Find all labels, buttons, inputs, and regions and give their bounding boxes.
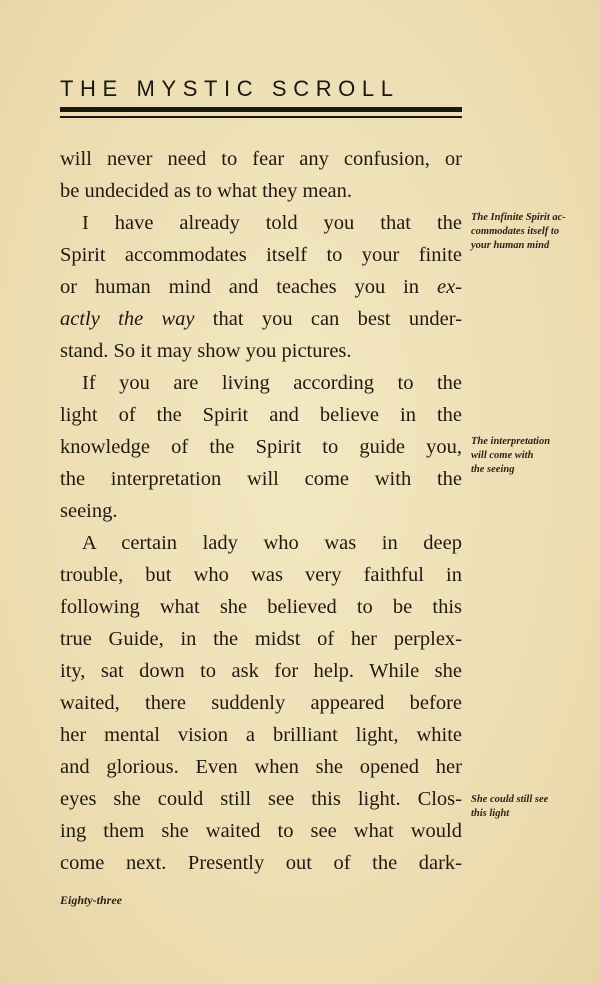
text-line: and glorious. Even when she opened her: [60, 756, 462, 778]
body-text: [60, 143, 462, 879]
text-line: the interpretation will come with the: [60, 468, 462, 490]
text-line: actly the way that you can best under-: [60, 308, 463, 330]
text-line: will never need to fear any confusion, or: [60, 148, 462, 170]
running-head: THE MYSTIC SCROLL: [60, 76, 400, 101]
text-line: I have already told you that the: [82, 212, 462, 234]
text-line: waited, there suddenly appeared before: [60, 692, 462, 714]
sidenote-infinite-spirit: [471, 211, 600, 253]
sidenote-interpretation: [471, 435, 600, 477]
text-line: or human mind and teaches you in ex-: [60, 276, 462, 298]
text-line: knowledge of the Spirit to guide you,: [60, 436, 462, 458]
text-line: following what she believed to be this: [60, 596, 462, 618]
text-line: Spirit accommodates itself to your finite: [60, 244, 462, 266]
text-line: seeing.: [60, 500, 118, 522]
text-line: ing them she waited to see what would: [60, 820, 462, 842]
text-line: eyes she could still see this light. Clos-: [60, 788, 462, 810]
sidenote-line: The interpretation: [471, 436, 551, 447]
page-number: Eighty-three: [60, 893, 122, 907]
header-rule-thick: [60, 107, 462, 112]
text-line: come next. Presently out of the dark-: [60, 852, 462, 874]
sidenote-line: commodates itself to: [471, 226, 560, 237]
sidenote-still-see-light: [471, 793, 600, 821]
text-line: true Guide, in the midst of her perplex-: [60, 628, 462, 650]
sidenote-line: She could still see: [471, 794, 549, 805]
text-line: stand. So it may show you pictures.: [60, 340, 352, 362]
sidenote-line: will come with: [471, 450, 534, 461]
text-line: light of the Spirit and believe in the: [60, 404, 462, 426]
text-line: ity, sat down to ask for help. While she: [60, 660, 462, 682]
text-line: her mental vision a brilliant light, white: [60, 724, 462, 746]
sidenote-line: the seeing: [471, 464, 515, 475]
text-line: If you are living according to the: [82, 372, 462, 394]
text-line: trouble, but who was very faithful in: [60, 564, 462, 586]
text-line: be undecided as to what they mean.: [60, 180, 353, 202]
sidenote-line: your human mind: [471, 240, 550, 251]
sidenote-line: this light: [471, 808, 510, 819]
header-rule-thin: [60, 116, 462, 118]
text-line: A certain lady who was in deep: [82, 532, 462, 554]
sidenote-line: The Infinite Spirit ac-: [471, 212, 566, 223]
